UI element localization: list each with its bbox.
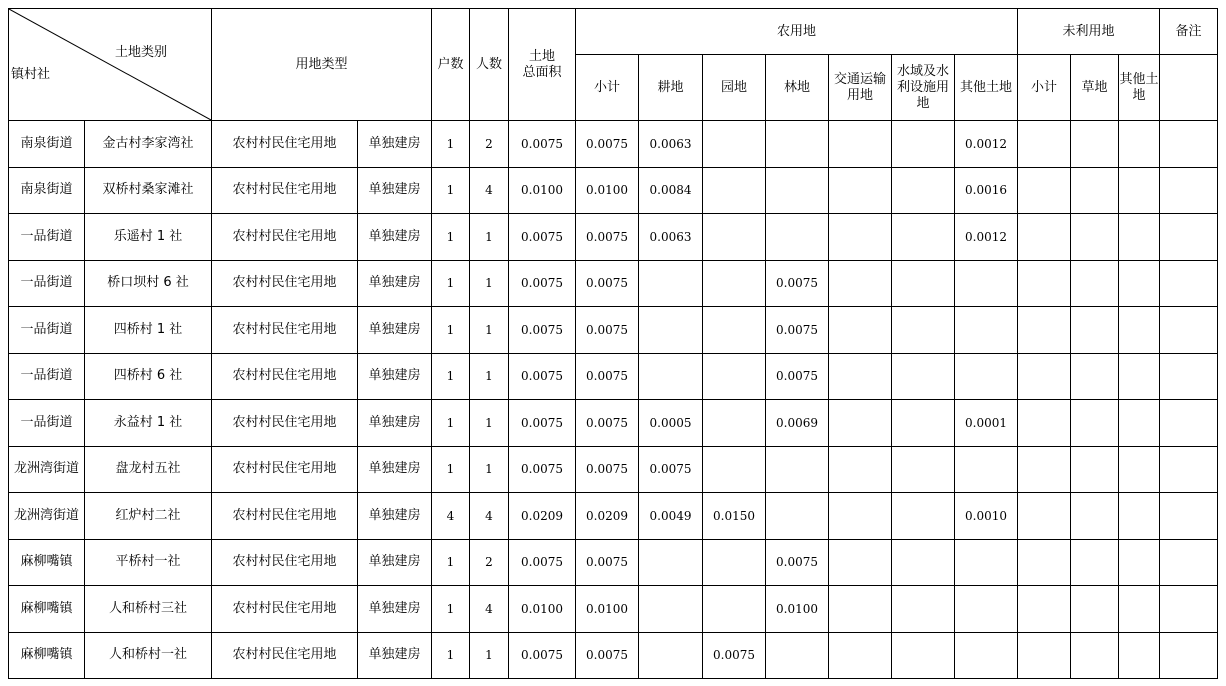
remarks-cell	[1160, 167, 1218, 214]
traffic-cell	[829, 260, 892, 307]
build-type-cell: 单独建房	[358, 214, 432, 261]
other-land-cell: 0.0012	[955, 121, 1018, 168]
town-cell: 麻柳嘴镇	[9, 539, 85, 586]
table-row	[9, 167, 1218, 214]
households-header: 户数	[432, 9, 470, 121]
farm-subtotal-cell: 0.0100	[576, 167, 639, 214]
village-cell: 金古村李家湾社	[85, 121, 212, 168]
table-row	[9, 539, 1218, 586]
traffic-cell	[829, 307, 892, 354]
unused-subtotal-cell	[1018, 214, 1071, 261]
forest-cell: 0.0075	[766, 539, 829, 586]
table-body	[9, 121, 1218, 679]
farm-subtotal-cell: 0.0075	[576, 632, 639, 679]
water-cell	[892, 400, 955, 447]
farm-subtotal-header: 小计	[576, 55, 639, 121]
garden-header: 园地	[703, 55, 766, 121]
unused-other-cell	[1119, 121, 1160, 168]
diagonal-line	[9, 9, 211, 120]
forest-cell: 0.0100	[766, 586, 829, 633]
table-row	[9, 307, 1218, 354]
farm-subtotal-cell: 0.0100	[576, 586, 639, 633]
land-use-cell: 农村村民住宅用地	[212, 260, 358, 307]
people-header: 人数	[470, 9, 509, 121]
households-cell: 1	[432, 167, 470, 214]
unused-subtotal-header: 小计	[1018, 55, 1071, 121]
header-row-1	[9, 9, 1218, 55]
water-cell	[892, 214, 955, 261]
households-cell: 1	[432, 632, 470, 679]
unused-other-cell	[1119, 167, 1160, 214]
water-cell	[892, 632, 955, 679]
remarks-cell	[1160, 446, 1218, 493]
people-cell: 1	[470, 307, 509, 354]
town-cell: 龙洲湾街道	[9, 446, 85, 493]
other-land-cell: 0.0010	[955, 493, 1018, 540]
garden-cell	[703, 307, 766, 354]
town-cell: 一品街道	[9, 353, 85, 400]
total-area-cell: 0.0100	[509, 167, 576, 214]
other-land-cell: 0.0012	[955, 214, 1018, 261]
remarks-blank	[1160, 55, 1218, 121]
village-cell: 四桥村 1 社	[85, 307, 212, 354]
cultivated-cell	[639, 586, 703, 633]
farmland-header: 农用地	[576, 9, 1018, 55]
unused-subtotal-cell	[1018, 446, 1071, 493]
unused-land-header: 未利用地	[1018, 9, 1160, 55]
remarks-cell	[1160, 632, 1218, 679]
build-type-cell: 单独建房	[358, 167, 432, 214]
build-type-cell: 单独建房	[358, 260, 432, 307]
village-cell: 双桥村桑家滩社	[85, 167, 212, 214]
land-use-cell: 农村村民住宅用地	[212, 493, 358, 540]
total-area-cell: 0.0075	[509, 214, 576, 261]
other-land-cell	[955, 260, 1018, 307]
unused-subtotal-cell	[1018, 353, 1071, 400]
other-land-cell	[955, 539, 1018, 586]
unused-subtotal-cell	[1018, 632, 1071, 679]
village-cell: 人和桥村三社	[85, 586, 212, 633]
traffic-cell	[829, 446, 892, 493]
farm-subtotal-cell: 0.0075	[576, 121, 639, 168]
households-cell: 1	[432, 121, 470, 168]
unused-other-cell	[1119, 632, 1160, 679]
farm-subtotal-cell: 0.0075	[576, 446, 639, 493]
build-type-cell: 单独建房	[358, 493, 432, 540]
farm-subtotal-cell: 0.0075	[576, 353, 639, 400]
garden-cell	[703, 121, 766, 168]
unused-other-cell	[1119, 446, 1160, 493]
grass-cell	[1071, 121, 1119, 168]
unused-subtotal-cell	[1018, 260, 1071, 307]
forest-cell: 0.0075	[766, 353, 829, 400]
village-cell: 盘龙村五社	[85, 446, 212, 493]
village-cell: 四桥村 6 社	[85, 353, 212, 400]
town-cell: 麻柳嘴镇	[9, 586, 85, 633]
traffic-cell	[829, 493, 892, 540]
grass-header: 草地	[1071, 55, 1119, 121]
total-area-cell: 0.0075	[509, 400, 576, 447]
unused-subtotal-cell	[1018, 167, 1071, 214]
people-cell: 1	[470, 353, 509, 400]
other-land-cell	[955, 446, 1018, 493]
table-row	[9, 632, 1218, 679]
traffic-cell	[829, 167, 892, 214]
table-row	[9, 493, 1218, 540]
unused-other-cell	[1119, 260, 1160, 307]
forest-cell	[766, 446, 829, 493]
total-area-cell: 0.0075	[509, 260, 576, 307]
town-cell: 一品街道	[9, 307, 85, 354]
forest-header: 林地	[766, 55, 829, 121]
grass-cell	[1071, 214, 1119, 261]
water-cell	[892, 493, 955, 540]
grass-cell	[1071, 353, 1119, 400]
forest-cell	[766, 493, 829, 540]
unused-other-header: 其他土地	[1119, 55, 1160, 121]
village-cell: 红炉村二社	[85, 493, 212, 540]
cultivated-header: 耕地	[639, 55, 703, 121]
households-cell: 1	[432, 307, 470, 354]
garden-cell	[703, 400, 766, 447]
total-area-cell: 0.0075	[509, 632, 576, 679]
water-cell	[892, 260, 955, 307]
traffic-cell	[829, 586, 892, 633]
total-area-cell: 0.0075	[509, 307, 576, 354]
remarks-cell	[1160, 307, 1218, 354]
village-cell: 平桥村一社	[85, 539, 212, 586]
town-cell: 一品街道	[9, 400, 85, 447]
remarks-cell	[1160, 260, 1218, 307]
total-area-cell: 0.0075	[509, 446, 576, 493]
grass-cell	[1071, 307, 1119, 354]
land-use-cell: 农村村民住宅用地	[212, 586, 358, 633]
grass-cell	[1071, 167, 1119, 214]
cultivated-cell: 0.0063	[639, 214, 703, 261]
town-village-label: 镇村社	[11, 67, 51, 82]
build-type-cell: 单独建房	[358, 586, 432, 633]
total-area-cell: 0.0075	[509, 539, 576, 586]
table-row	[9, 446, 1218, 493]
remarks-cell	[1160, 539, 1218, 586]
table-row	[9, 400, 1218, 447]
village-cell: 人和桥村一社	[85, 632, 212, 679]
table-row	[9, 586, 1218, 633]
garden-cell	[703, 446, 766, 493]
village-cell: 桥口坝村 6 社	[85, 260, 212, 307]
total-area-cell: 0.0075	[509, 121, 576, 168]
other-land-cell: 0.0001	[955, 400, 1018, 447]
grass-cell	[1071, 632, 1119, 679]
garden-cell: 0.0075	[703, 632, 766, 679]
unused-other-cell	[1119, 353, 1160, 400]
build-type-cell: 单独建房	[358, 353, 432, 400]
garden-cell	[703, 214, 766, 261]
land-use-cell: 农村村民住宅用地	[212, 167, 358, 214]
unused-other-cell	[1119, 493, 1160, 540]
table-row	[9, 121, 1218, 168]
other-land-header: 其他土地	[955, 55, 1018, 121]
water-cell	[892, 539, 955, 586]
forest-cell: 0.0075	[766, 260, 829, 307]
people-cell: 1	[470, 632, 509, 679]
town-cell: 麻柳嘴镇	[9, 632, 85, 679]
town-cell: 南泉街道	[9, 167, 85, 214]
water-cell	[892, 446, 955, 493]
other-land-cell: 0.0016	[955, 167, 1018, 214]
remarks-header: 备注	[1160, 9, 1218, 55]
land-use-cell: 农村村民住宅用地	[212, 400, 358, 447]
other-land-cell	[955, 586, 1018, 633]
forest-cell	[766, 167, 829, 214]
traffic-header: 交通运输用地	[829, 55, 892, 121]
water-cell	[892, 307, 955, 354]
households-cell: 1	[432, 353, 470, 400]
water-cell	[892, 121, 955, 168]
unused-other-cell	[1119, 400, 1160, 447]
unused-subtotal-cell	[1018, 586, 1071, 633]
water-cell	[892, 586, 955, 633]
households-cell: 1	[432, 214, 470, 261]
build-type-cell: 单独建房	[358, 539, 432, 586]
total-area-header: 土地 总面积	[509, 9, 576, 121]
people-cell: 1	[470, 400, 509, 447]
unused-other-cell	[1119, 539, 1160, 586]
unused-other-cell	[1119, 307, 1160, 354]
farm-subtotal-cell: 0.0209	[576, 493, 639, 540]
unused-subtotal-cell	[1018, 539, 1071, 586]
households-cell: 4	[432, 493, 470, 540]
people-cell: 1	[470, 446, 509, 493]
farm-subtotal-cell: 0.0075	[576, 260, 639, 307]
town-cell: 一品街道	[9, 214, 85, 261]
farm-subtotal-cell: 0.0075	[576, 214, 639, 261]
grass-cell	[1071, 400, 1119, 447]
garden-cell	[703, 539, 766, 586]
traffic-cell	[829, 632, 892, 679]
households-cell: 1	[432, 400, 470, 447]
land-use-cell: 农村村民住宅用地	[212, 632, 358, 679]
cultivated-cell	[639, 353, 703, 400]
total-area-cell: 0.0209	[509, 493, 576, 540]
forest-cell: 0.0069	[766, 400, 829, 447]
build-type-cell: 单独建房	[358, 400, 432, 447]
unused-subtotal-cell	[1018, 121, 1071, 168]
unused-subtotal-cell	[1018, 493, 1071, 540]
remarks-cell	[1160, 586, 1218, 633]
grass-cell	[1071, 586, 1119, 633]
people-cell: 2	[470, 121, 509, 168]
households-cell: 1	[432, 539, 470, 586]
cultivated-cell	[639, 260, 703, 307]
remarks-cell	[1160, 400, 1218, 447]
households-cell: 1	[432, 260, 470, 307]
forest-cell	[766, 121, 829, 168]
total-area-cell: 0.0075	[509, 353, 576, 400]
grass-cell	[1071, 539, 1119, 586]
remarks-cell	[1160, 353, 1218, 400]
grass-cell	[1071, 446, 1119, 493]
land-use-cell: 农村村民住宅用地	[212, 121, 358, 168]
unused-other-cell	[1119, 586, 1160, 633]
town-cell: 南泉街道	[9, 121, 85, 168]
land-type-header: 用地类型	[212, 9, 432, 121]
farm-subtotal-cell: 0.0075	[576, 539, 639, 586]
table-row	[9, 214, 1218, 261]
water-cell	[892, 353, 955, 400]
forest-cell	[766, 632, 829, 679]
town-cell: 一品街道	[9, 260, 85, 307]
village-cell: 永益村 1 社	[85, 400, 212, 447]
garden-cell: 0.0150	[703, 493, 766, 540]
forest-cell: 0.0075	[766, 307, 829, 354]
garden-cell	[703, 353, 766, 400]
land-category-label: 土地类别	[114, 45, 167, 60]
people-cell: 1	[470, 214, 509, 261]
traffic-cell	[829, 214, 892, 261]
remarks-cell	[1160, 121, 1218, 168]
garden-cell	[703, 167, 766, 214]
build-type-cell: 单独建房	[358, 446, 432, 493]
unused-subtotal-cell	[1018, 307, 1071, 354]
land-use-cell: 农村村民住宅用地	[212, 353, 358, 400]
people-cell: 4	[470, 493, 509, 540]
cultivated-cell: 0.0075	[639, 446, 703, 493]
cultivated-cell: 0.0084	[639, 167, 703, 214]
traffic-cell	[829, 400, 892, 447]
land-use-cell: 农村村民住宅用地	[212, 307, 358, 354]
other-land-cell	[955, 632, 1018, 679]
remarks-cell	[1160, 493, 1218, 540]
cultivated-cell	[639, 307, 703, 354]
land-use-table	[8, 8, 1218, 679]
table-row	[9, 260, 1218, 307]
cultivated-cell: 0.0049	[639, 493, 703, 540]
village-cell: 乐遥村 1 社	[85, 214, 212, 261]
people-cell: 2	[470, 539, 509, 586]
table-row	[9, 353, 1218, 400]
cultivated-cell: 0.0005	[639, 400, 703, 447]
people-cell: 4	[470, 167, 509, 214]
garden-cell	[703, 260, 766, 307]
unused-subtotal-cell	[1018, 400, 1071, 447]
cultivated-cell: 0.0063	[639, 121, 703, 168]
grass-cell	[1071, 260, 1119, 307]
build-type-cell: 单独建房	[358, 121, 432, 168]
build-type-cell: 单独建房	[358, 632, 432, 679]
land-use-cell: 农村村民住宅用地	[212, 539, 358, 586]
diagonal-header-cell	[9, 9, 212, 121]
remarks-cell	[1160, 214, 1218, 261]
unused-other-cell	[1119, 214, 1160, 261]
traffic-cell	[829, 353, 892, 400]
cultivated-cell	[639, 539, 703, 586]
people-cell: 4	[470, 586, 509, 633]
other-land-cell	[955, 353, 1018, 400]
water-header: 水域及水利设施用地	[892, 55, 955, 121]
forest-cell	[766, 214, 829, 261]
traffic-cell	[829, 121, 892, 168]
cultivated-cell	[639, 632, 703, 679]
land-use-cell: 农村村民住宅用地	[212, 446, 358, 493]
build-type-cell: 单独建房	[358, 307, 432, 354]
people-cell: 1	[470, 260, 509, 307]
garden-cell	[703, 586, 766, 633]
households-cell: 1	[432, 586, 470, 633]
farm-subtotal-cell: 0.0075	[576, 307, 639, 354]
town-cell: 龙洲湾街道	[9, 493, 85, 540]
other-land-cell	[955, 307, 1018, 354]
water-cell	[892, 167, 955, 214]
land-use-cell: 农村村民住宅用地	[212, 214, 358, 261]
traffic-cell	[829, 539, 892, 586]
farm-subtotal-cell: 0.0075	[576, 400, 639, 447]
total-area-cell: 0.0100	[509, 586, 576, 633]
grass-cell	[1071, 493, 1119, 540]
households-cell: 1	[432, 446, 470, 493]
